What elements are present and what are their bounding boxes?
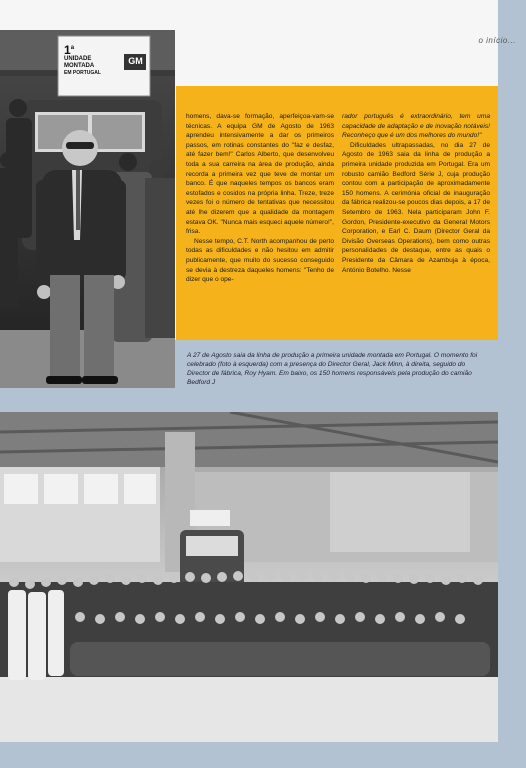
sign-number: 1 (64, 43, 71, 57)
bottom-photo (0, 412, 498, 742)
article-text-box (176, 86, 498, 340)
section-header: o início... (478, 36, 516, 45)
sign-line-3: EM PORTUGAL (64, 70, 101, 76)
text-column-2 (342, 112, 490, 275)
paragraph: Nesse tempo, C.T. North acompanhou de perto todas as dificuldades e não hesitou em admitir publicamente, que muito do sucesso conseguido se devia à destreza daqueles homens: "Tenho de dizer que o ope- (186, 237, 334, 284)
top-photo (0, 30, 175, 388)
blue-side-band (498, 0, 526, 768)
paragraph: Dificuldades ultrapassadas, no dia 27 de Agosto de 1963 saia da linha de produção a primeira unidade produzida em Portugal. Era um robusto camião Bedford Série J, cuja produção contou com a participação de aproximadamente 150 homens. A cerimónia oficial de inauguração da fábrica realizou-se poucos dias depois, a 17 de Setembro de 1963. Nela participaram John F. Gordon, Presidente-executivo da General Motors Corporation, e Earl C. Daum (Director Geral da Divisão Overseas Operations), bem como outras personalidades de destaque, entre as quais o Presidente da Câmara de Azambuja à época, António Botelho. Nesse (342, 141, 490, 274)
text-column-1 (186, 112, 334, 285)
gm-logo: GM (128, 56, 143, 66)
sign-sup: a (70, 45, 75, 51)
photo-caption: A 27 de Agosto saia da linha de produção a primeira unidade montada em Portugal. O momento foi celebrado (foto à esquerda) com a presença do Director Geral, Jack Minn, à direita, seguido do Director de fábrica, Roy Hyam. Em baixo, os 150 homens responsáveis pela produção do camião Bedford J (187, 352, 478, 386)
sign-line-1: UNIDADE (64, 56, 92, 62)
paragraph: rador português é extraordinário, tem uma capacidade de adaptação e de inovação notáveis! Reconheço que é um dos melhores do mundo!" (342, 113, 490, 140)
paragraph: homens, dava-se formação, aperfeiçoa-vam-se técnicas. A equipa GM de Agosto de 1963 aprendeu intensivamente a dar os primeiros passos, em rotinas constantes do "faz e desfaz, até fazer bem!" Carlos Alberto, que desenvolveu toda a sua carreira na área de produção, ainda recorda a primeira vez que teve de montar um banco. É que naqueles tempos os bancos eram estofados e cosidos na própria linha. Treze, treze vezes foi o número de tentativas que necessitou até lhe dizerem que a qualidade da montagem estava OK. "Nunca mais esqueci aquele número!", frisa. (186, 113, 334, 236)
sign-line-2: MONTADA (64, 63, 95, 69)
